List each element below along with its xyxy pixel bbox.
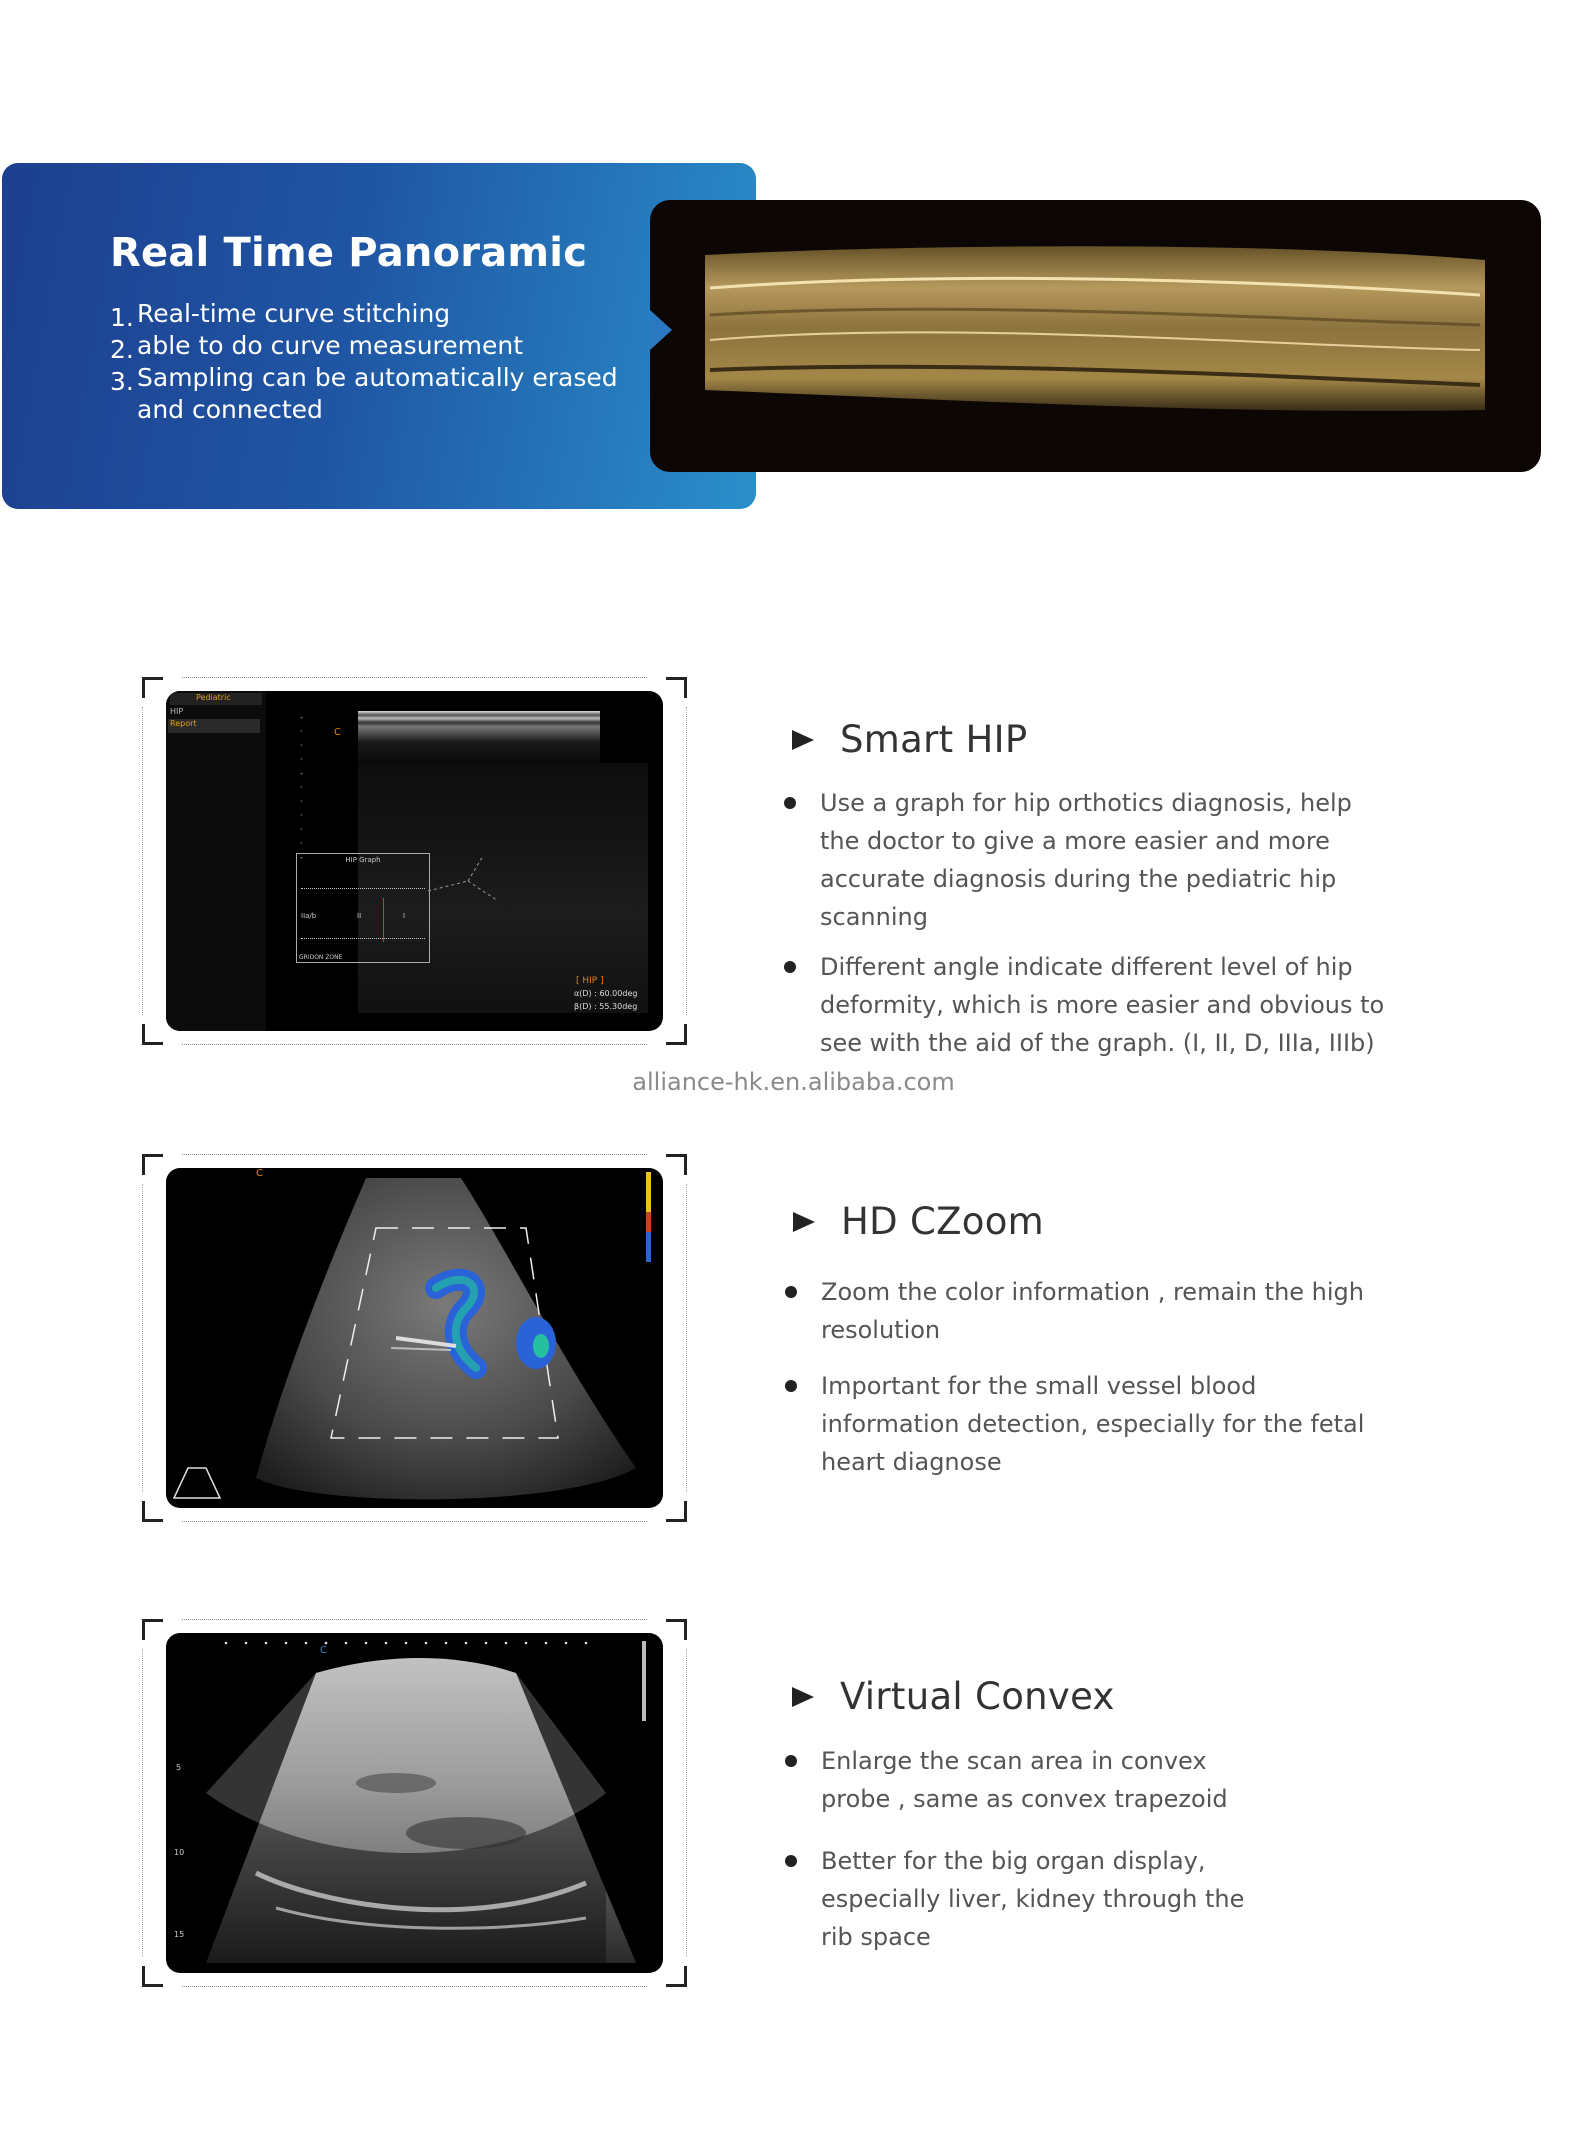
panoramic-title: Real Time Panoramic [110, 230, 588, 276]
virtual-convex-screen: C 5 10 15 [166, 1633, 663, 1973]
list-item: Use a graph for hip orthotics diagnosis, help the doctor to give a more easier and more accurate diagnosis during the pediatric hip scanning [820, 784, 1390, 936]
hd-czoom-frame [142, 1154, 687, 1522]
bullet-icon [785, 1380, 797, 1392]
hip-graph: HIP Graph IIa/b II I GRIDON ZONE [296, 853, 430, 963]
panoramic-item: 1. Real-time curve stitching [110, 299, 451, 332]
arrow-icon [792, 1687, 814, 1707]
arrow-icon [792, 730, 814, 750]
bullet-icon [785, 1855, 797, 1867]
hd-czoom-title: HD CZoom [841, 1200, 1044, 1243]
hd-czoom-bullets [821, 1273, 1381, 1493]
hd-czoom-screen: C [166, 1168, 663, 1508]
smart-hip-screen: Pediatric HIP Report C - · · · - · · · · · - HIP Graph IIa/b II I GRIDON ZONE [ HIP ] α(D) : 60.00deg β(D) : 55.30deg [166, 691, 663, 1031]
panoramic-item: 3. Sampling can be automatically erased and connected [110, 363, 618, 424]
panoramic-feature-list [110, 298, 630, 426]
bullet-icon [785, 1286, 797, 1298]
list-item: Better for the big organ display, especially liver, kidney through the rib space [821, 1842, 1281, 1956]
virtual-convex-frame [142, 1619, 687, 1987]
bullet-icon [785, 1755, 797, 1767]
smart-hip-section [840, 718, 1440, 761]
arrow-icon [793, 1212, 815, 1232]
bullet-icon [784, 797, 796, 809]
panoramic-ultrasound-image [650, 200, 1541, 472]
bullet-icon [784, 961, 796, 973]
virtual-convex-section [840, 1675, 1440, 1718]
list-item: Zoom the color information , remain the high resolution [821, 1273, 1381, 1349]
smart-hip-title: Smart HIP [840, 718, 1028, 761]
virtual-convex-title: Virtual Convex [840, 1675, 1115, 1718]
list-item: Different angle indicate different level of hip deformity, which is more easier and obvious to see with the aid of the graph. (I, II, D, IIIa, IIIb) [820, 948, 1390, 1062]
hd-czoom-section [841, 1200, 1441, 1243]
list-item: Important for the small vessel blood information detection, especially for the fetal heart diagnose [821, 1367, 1381, 1481]
smart-hip-frame [142, 677, 687, 1045]
panoramic-item: 2. able to do curve measurement [110, 331, 524, 364]
virtual-convex-bullets [821, 1742, 1281, 1968]
list-item: Enlarge the scan area in convex probe , same as convex trapezoid [821, 1742, 1281, 1818]
watermark: alliance-hk.en.alibaba.com [632, 1068, 955, 1096]
smart-hip-bullets [820, 784, 1390, 1074]
